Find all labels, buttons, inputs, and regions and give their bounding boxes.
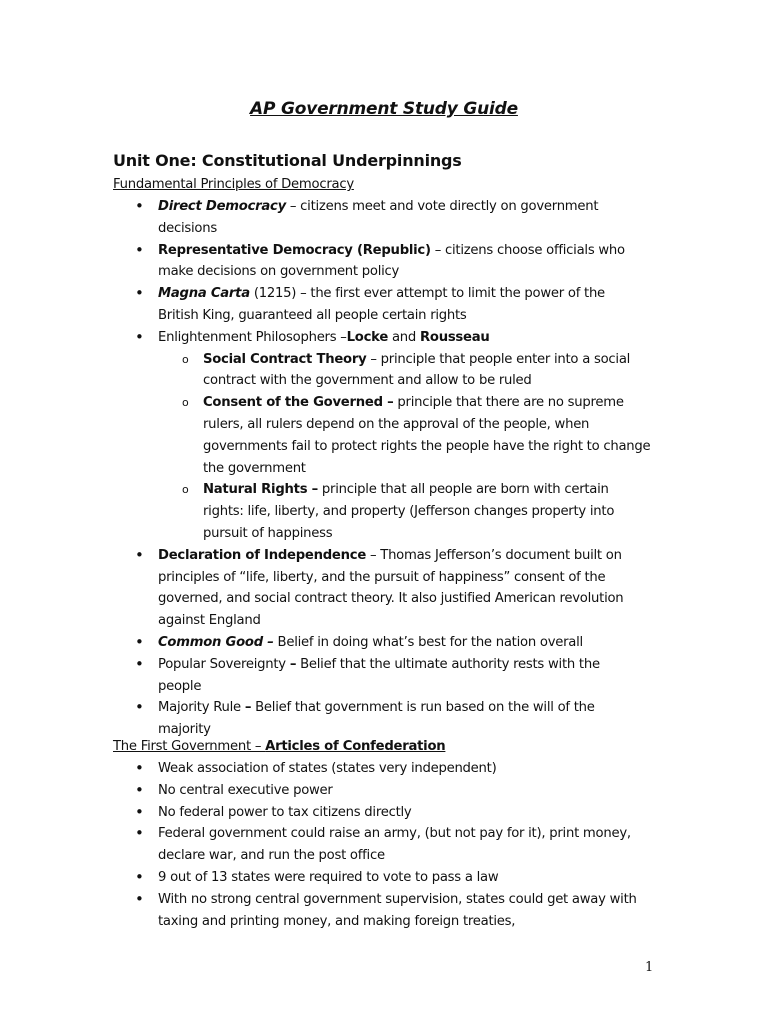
list-item: • Weak association of states (states very independent) [0,758,638,780]
articles-list [0,758,768,932]
definition: – principle that people enter into a social contract with the government and allow to be ruled [203,351,631,389]
list-item [0,327,651,545]
heading-plain: The First Government – [113,739,266,754]
term: Locke [346,329,389,345]
democracy-principles-list [0,196,768,741]
list-item: • 9 out of 13 states were required to vote to pass a law [0,867,638,889]
sub-list-item [0,479,651,544]
unit-heading: Unit One: Constitutional Underpinnings [113,151,462,170]
page-number: 1 [645,960,654,975]
section-heading-democracy: Fundamental Principles of Democracy [113,177,354,192]
list-item [0,283,638,327]
definition: – citizens meet and vote directly on government decisions [158,199,599,236]
term: Direct Democracy [158,199,286,214]
term: Social Contract Theory [203,351,367,367]
term: Declaration of Independence [158,547,367,563]
item-prefix: Popular Sovereignty [158,656,290,672]
definition: principle that there are no supreme rulers, all rulers depend on the approval of the people, when governments fail to protect rights the people have the right to change the government [203,395,651,476]
definition: – Thomas Jefferson’s document built on principles of “life, liberty, and the pursuit of happiness” consent of the governed, and social contract theory. It also justified American revolution against England [158,547,624,629]
list-item: • Federal government could raise an army, (but not pay for it), print money, declare war, and run the post office [0,823,638,867]
dash: – [244,700,252,716]
section-heading-articles [113,736,445,758]
list-item [0,196,638,240]
definition: Belief that the ultimate authority rests with the people [158,656,600,694]
list-item [0,545,638,632]
sub-list-item [0,392,651,479]
definition: (1215) – the first ever attempt to limit the power of the British King, guaranteed all people certain rights [158,286,605,323]
definition: Belief in doing what’s best for the nation overall [273,634,583,650]
definition: – citizens choose officials who make decisions on government policy [158,242,625,280]
document-title: AP Government Study Guide [250,99,518,119]
join-text: and [388,329,420,345]
dash: – [289,656,297,672]
term: Consent of the Governed – [203,395,394,411]
term: Natural Rights – [203,482,318,498]
term: Magna Carta [158,286,250,302]
list-item [0,240,638,284]
term: Rousseau [419,329,490,345]
list-item: • No central executive power [0,780,638,802]
definition: Belief that government is run based on the will of the majority [158,700,595,738]
heading-bold: Articles of Confederation [265,739,446,754]
term: Common Good – [158,634,274,650]
list-item [0,632,638,654]
list-item [0,697,638,741]
philosophy-sublist [158,349,651,545]
item-prefix: Majority Rule [158,700,245,716]
sub-list-item [0,349,651,393]
item-prefix: Enlightenment Philosophers – [158,329,347,345]
list-item: • No federal power to tax citizens directly [0,802,638,824]
list-item [0,654,638,698]
term: Representative Democracy (Republic) [158,242,431,258]
list-item: • With no strong central government supervision, states could get away with taxing and printing money, and making foreign treaties, [0,889,638,933]
definition: principle that all people are born with certain rights: life, liberty, and property (Jefferson changes property into pursuit of happiness [203,482,615,541]
